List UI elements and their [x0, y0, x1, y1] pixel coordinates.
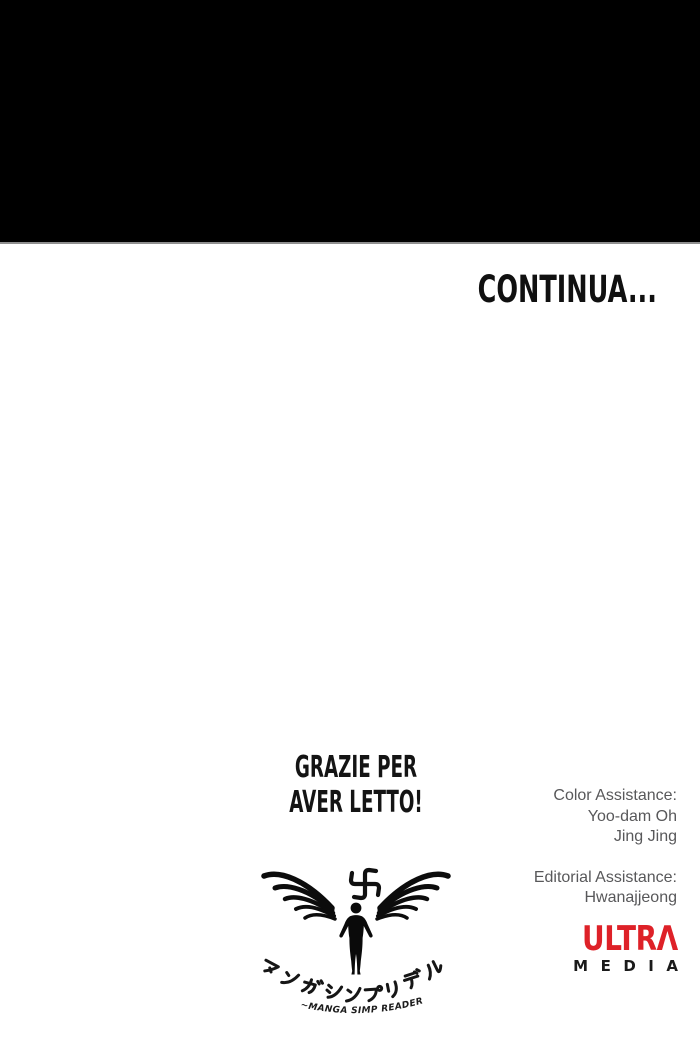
chapter-end-panel [0, 0, 700, 244]
credits-block [534, 786, 677, 909]
color-assistance-name: Yoo-dam Oh [587, 807, 677, 825]
scanlation-logo [256, 858, 456, 1022]
editorial-assistance-name: Hwanajjeong [584, 889, 677, 906]
media-label: MEDIA [573, 957, 691, 975]
ultra-media-logo [561, 919, 691, 975]
color-assistance-label: Color Assistance: [553, 787, 677, 804]
logo-subtitle-text [300, 996, 425, 1016]
manji-icon [351, 870, 379, 898]
ultra-wordmark: ULTRΛ [582, 919, 678, 959]
angel-figure-icon [339, 903, 372, 975]
right-wing-icon [377, 874, 448, 919]
thanks-message [234, 750, 478, 820]
editorial-assistance-label: Editorial Assistance: [533, 868, 677, 886]
color-assistance-block [534, 786, 677, 848]
left-wing-icon [264, 874, 335, 919]
color-assistance-name: Jing Jing [613, 828, 677, 845]
thanks-line-1: GRAZIE PER [294, 750, 418, 785]
continua-text: CONTINUA... [477, 268, 657, 311]
svg-text:~MANGA SIMP READER: ~MANGA SIMP READER [299, 996, 425, 1017]
editorial-assistance-block [534, 868, 677, 909]
thanks-line-2: AVER LETTO! [289, 785, 423, 820]
